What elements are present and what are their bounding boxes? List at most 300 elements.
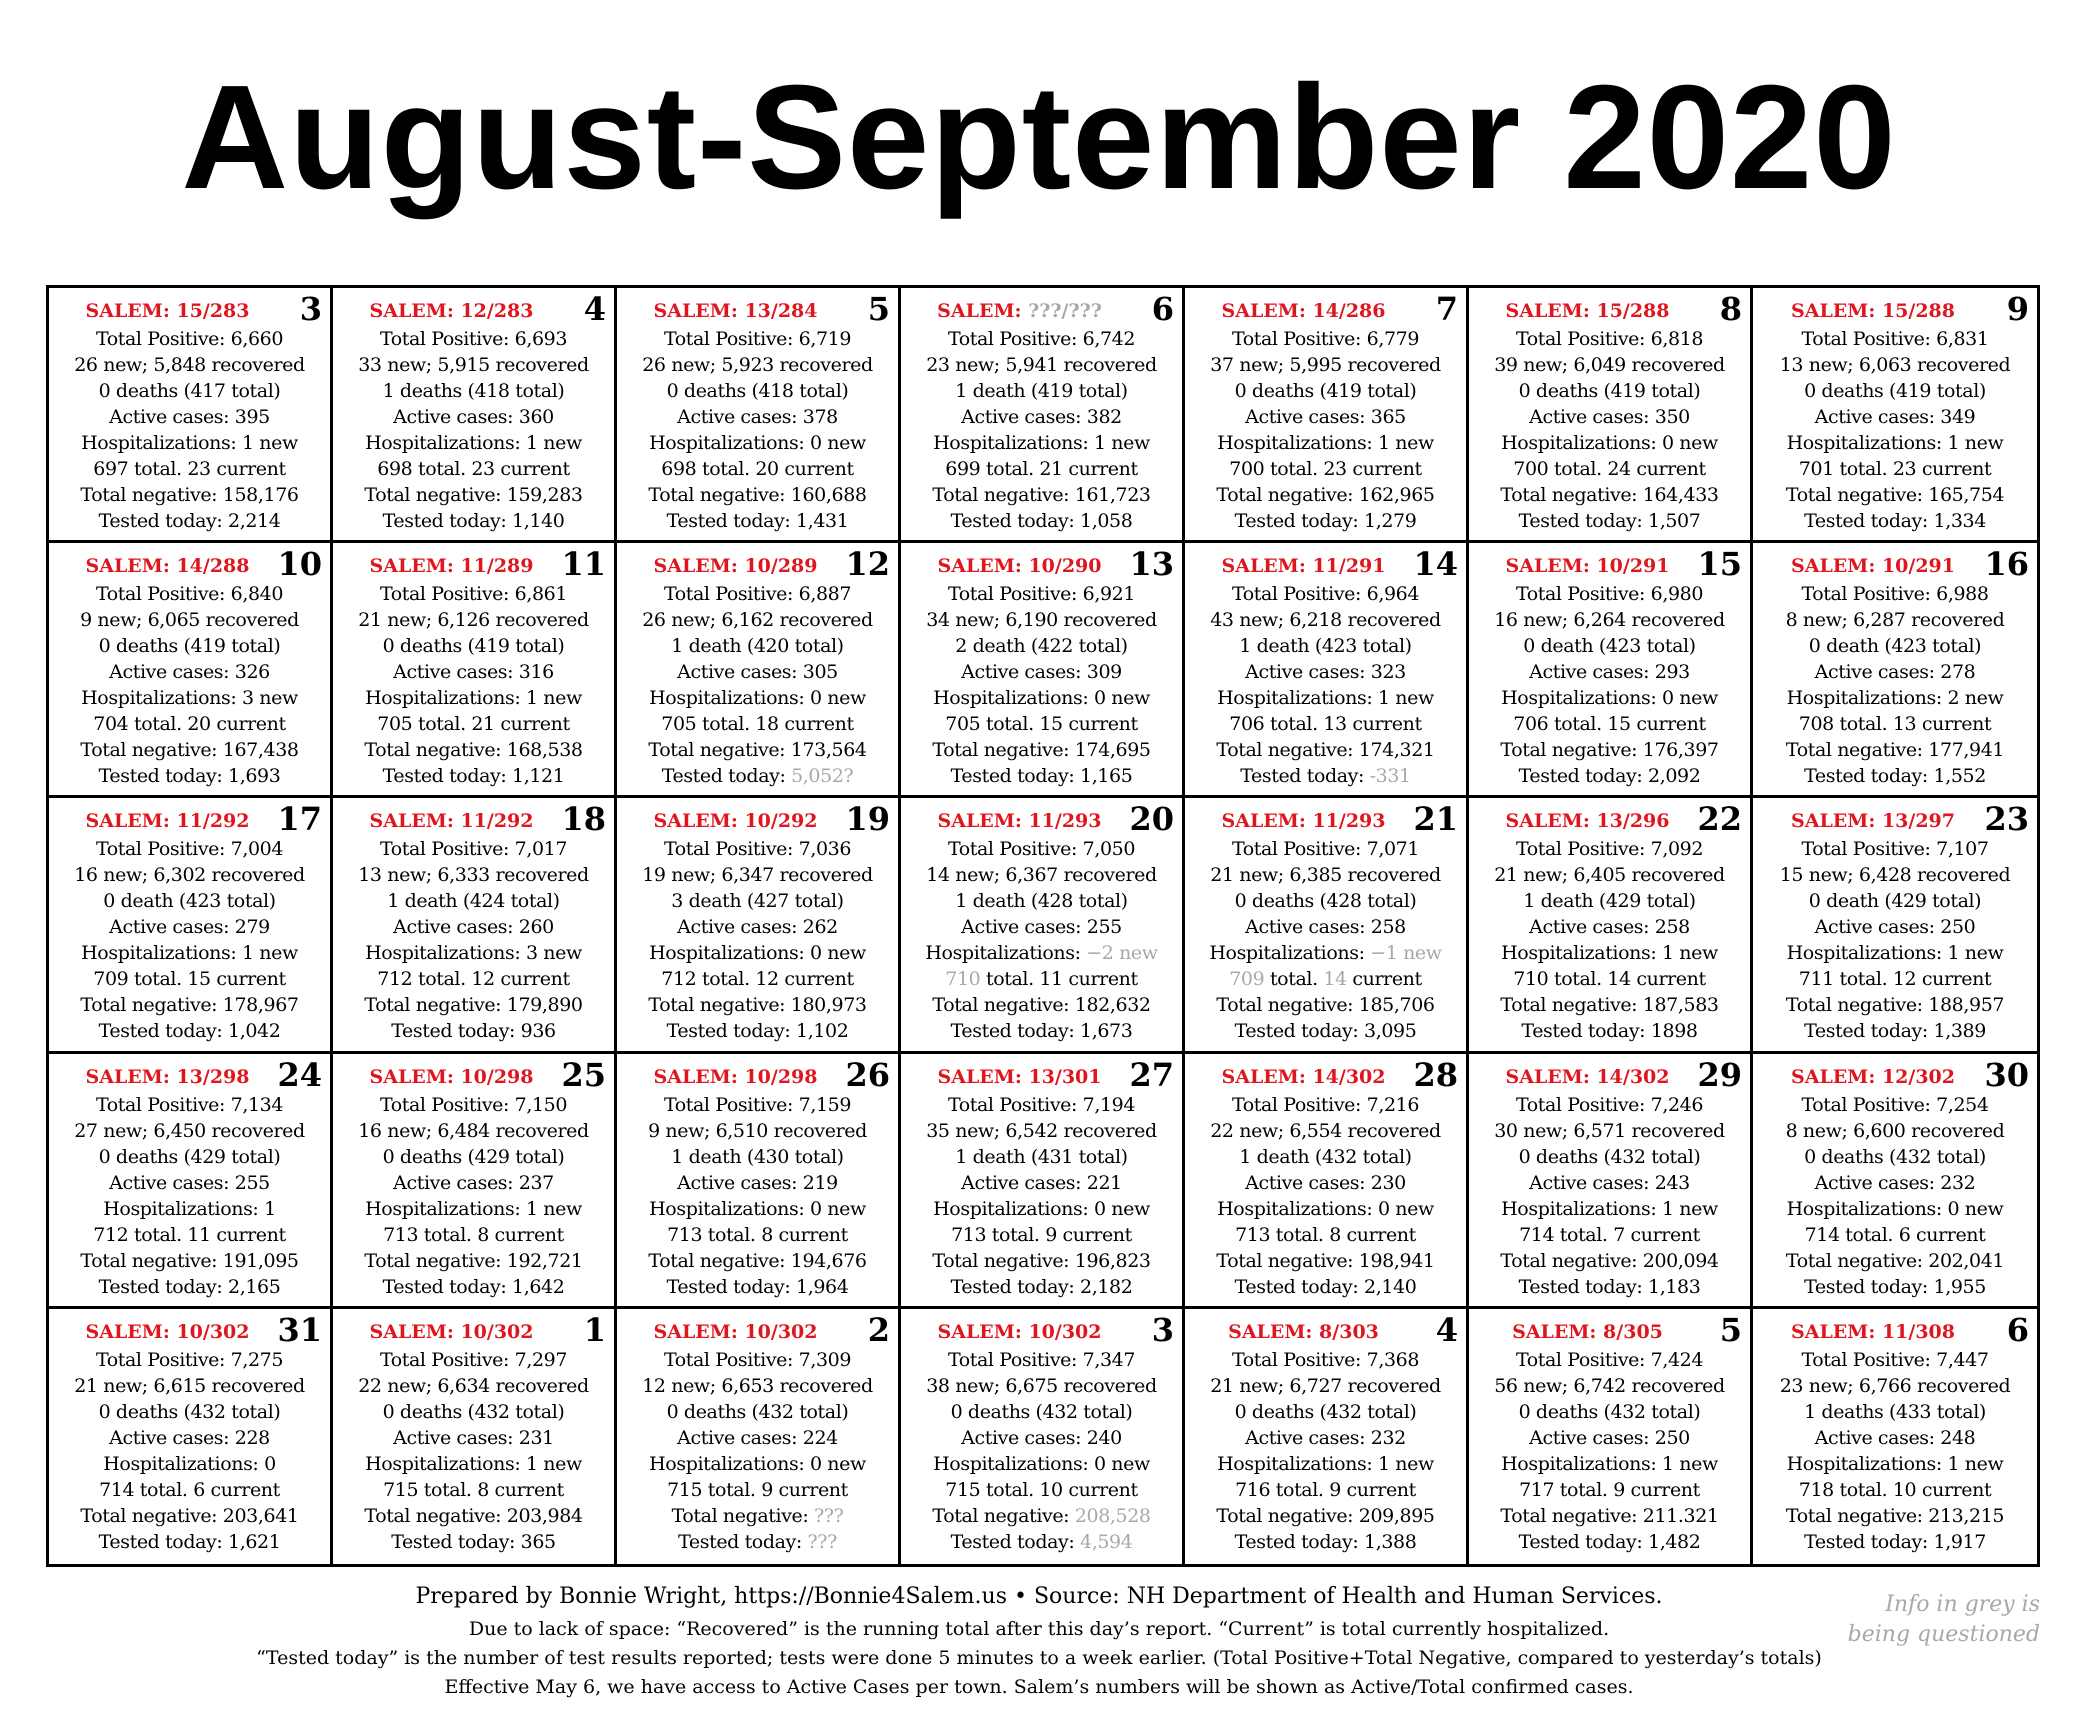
stat-line: Tested today: 1,334 bbox=[1804, 510, 1986, 532]
stat-line: Total Positive: 6,980 bbox=[1515, 583, 1704, 606]
stat-line: Total negative: 180,973 bbox=[648, 994, 867, 1017]
stat-line-tested bbox=[617, 1529, 898, 1555]
stat-line-negative bbox=[617, 1503, 898, 1529]
day-number: 12 bbox=[845, 545, 890, 584]
stat-line: Hospitalizations: 3 new bbox=[81, 687, 298, 710]
day-stats bbox=[1469, 1092, 1750, 1300]
stat-line: 718 total. 10 current bbox=[1798, 1478, 1992, 1501]
stat-line: Total Positive: 7,347 bbox=[947, 1348, 1136, 1371]
day-cell bbox=[333, 288, 617, 543]
stat-line: 708 total. 13 current bbox=[1798, 713, 1992, 736]
stat-line: Total negative: 191,095 bbox=[80, 1249, 299, 1272]
stat-line: Hospitalizations: 0 new bbox=[649, 1197, 866, 1220]
stat-line: 30 new; 6,571 recovered bbox=[1494, 1119, 1725, 1142]
salem-cases bbox=[1469, 555, 1706, 577]
stat-line: 698 total. 23 current bbox=[377, 458, 570, 480]
stat-line: Total Positive: 7,159 bbox=[663, 1093, 852, 1116]
day-cell bbox=[1185, 1054, 1469, 1309]
day-number: 6 bbox=[1151, 290, 1174, 328]
salem-cases bbox=[49, 1321, 286, 1343]
stat-line: Total negative: 158,176 bbox=[80, 484, 299, 506]
day-cell-header bbox=[1185, 1310, 1466, 1349]
salem-label: SALEM: 14/302 bbox=[1505, 1065, 1670, 1088]
stat-line: 13 new; 6,333 recovered bbox=[358, 864, 589, 887]
stat-line: Active cases: 232 bbox=[1245, 1426, 1406, 1449]
stat-line: Total negative: 168,538 bbox=[364, 739, 583, 762]
stat-line: 0 death (429 total) bbox=[1808, 890, 1982, 913]
day-stats bbox=[901, 1092, 1182, 1300]
stat-line: Total Positive: 7,275 bbox=[95, 1348, 284, 1371]
day-cell bbox=[617, 543, 901, 798]
day-cell-header bbox=[1753, 292, 2037, 326]
day-cell bbox=[1185, 798, 1469, 1053]
stat-line: Active cases: 382 bbox=[961, 406, 1122, 428]
salem-cases bbox=[49, 555, 286, 577]
stat-line: 1 death (431 total) bbox=[955, 1145, 1128, 1168]
stat-line: 700 total. 24 current bbox=[1513, 458, 1706, 480]
stat-line: 27 new; 6,450 recovered bbox=[74, 1119, 305, 1142]
day-cell bbox=[617, 1054, 901, 1309]
stat-line: Tested today: 1,165 bbox=[950, 765, 1133, 788]
salem-label: SALEM: 11/293 bbox=[937, 810, 1102, 833]
stat-line: Total Positive: 7,216 bbox=[1231, 1093, 1420, 1116]
stat-line: 715 total. 9 current bbox=[667, 1478, 848, 1501]
stat-line: 43 new; 6,218 recovered bbox=[1210, 609, 1441, 632]
stat-line: 19 new; 6,347 recovered bbox=[642, 864, 873, 887]
stat-line: Tested today: 1,507 bbox=[1518, 510, 1701, 532]
day-cell-header bbox=[617, 1310, 898, 1349]
stat-line: Active cases: 243 bbox=[1529, 1171, 1690, 1194]
salem-cases bbox=[617, 300, 854, 322]
day-number: 5 bbox=[1719, 1310, 1742, 1349]
day-stats bbox=[617, 836, 898, 1044]
stat-line: Total Positive: 7,368 bbox=[1231, 1348, 1420, 1371]
stat-line: Active cases: 279 bbox=[109, 916, 270, 939]
day-stats bbox=[333, 836, 614, 1044]
day-cell bbox=[901, 288, 1185, 543]
stat-line: 0 deaths (419 total) bbox=[382, 635, 565, 658]
stat-line: Hospitalizations: 0 new bbox=[649, 687, 866, 710]
day-cell bbox=[1753, 1309, 2037, 1564]
day-cell-header bbox=[333, 292, 614, 326]
stat-line: Hospitalizations: 1 new bbox=[365, 687, 582, 710]
salem-cases bbox=[1753, 810, 1993, 832]
salem-label: SALEM: 11/292 bbox=[369, 810, 534, 833]
stat-line: Hospitalizations: 1 new bbox=[1501, 1197, 1718, 1220]
stat-line: 26 new; 5,848 recovered bbox=[74, 354, 305, 376]
stat-line: Hospitalizations: 0 new bbox=[649, 432, 866, 454]
stat-line: 2 death (422 total) bbox=[955, 635, 1128, 658]
stat-line: Hospitalizations: 1 new bbox=[1217, 432, 1434, 454]
salem-label: SALEM: 10/302 bbox=[937, 1320, 1102, 1343]
day-cell bbox=[901, 1309, 1185, 1564]
stat-line: 37 new; 5,995 recovered bbox=[1210, 354, 1441, 376]
stat-line: Hospitalizations: 0 new bbox=[1217, 1197, 1434, 1220]
day-stats bbox=[49, 836, 330, 1044]
day-stats bbox=[1753, 1092, 2037, 1300]
day-number: 2 bbox=[867, 1310, 890, 1349]
salem-cases bbox=[333, 1321, 570, 1343]
stat-line: Total negative: 187,583 bbox=[1500, 994, 1719, 1017]
day-cell-header bbox=[333, 800, 614, 839]
stat-line: Active cases: 231 bbox=[393, 1426, 554, 1449]
stat-line: 14 new; 6,367 recovered bbox=[926, 864, 1157, 887]
stat-line: 23 new; 6,766 recovered bbox=[1779, 1374, 2011, 1397]
day-number: 10 bbox=[277, 545, 322, 584]
day-number: 26 bbox=[845, 1055, 890, 1094]
stat-line: Total negative: 164,433 bbox=[1500, 484, 1719, 506]
grey-info-note bbox=[1780, 1590, 2040, 1650]
day-number: 29 bbox=[1697, 1055, 1742, 1094]
stat-line: Active cases: 326 bbox=[109, 661, 270, 684]
salem-cases bbox=[1185, 555, 1422, 577]
day-cell-header bbox=[1469, 292, 1750, 326]
day-stats bbox=[901, 581, 1182, 789]
stat-line: 16 new; 6,484 recovered bbox=[358, 1119, 589, 1142]
stat-line: 712 total. 12 current bbox=[661, 968, 854, 991]
stat-line: Active cases: 360 bbox=[393, 406, 554, 428]
day-stats bbox=[1753, 836, 2037, 1044]
salem-cases bbox=[49, 1066, 286, 1088]
stat-line: Hospitalizations: 1 bbox=[103, 1197, 276, 1220]
stat-line: Active cases: 230 bbox=[1245, 1171, 1406, 1194]
day-number: 7 bbox=[1435, 290, 1458, 328]
day-number: 14 bbox=[1413, 545, 1458, 584]
stat-line: Hospitalizations: 1 new bbox=[1501, 942, 1718, 965]
day-cell-header bbox=[1469, 800, 1750, 839]
day-number: 24 bbox=[277, 1055, 322, 1094]
stat-line: 0 deaths (432 total) bbox=[1518, 1145, 1701, 1168]
stat-line: 21 new; 6,727 recovered bbox=[1210, 1374, 1441, 1397]
stat-line: Tested today: 1,183 bbox=[1518, 1275, 1701, 1298]
stat-line: 12 new; 6,653 recovered bbox=[642, 1374, 873, 1397]
salem-cases bbox=[1753, 1066, 1993, 1088]
salem-label: SALEM: 11/291 bbox=[1221, 555, 1386, 578]
stat-line: 712 total. 11 current bbox=[93, 1223, 286, 1246]
stat-line: Total negative: 174,321 bbox=[1216, 739, 1435, 762]
footer-note-tested: “Tested today” is the number of test results reported; tests were done 5 minutes to a week earlier. (Total Positive+Total Negative, compared to yesterday’s totals) bbox=[256, 1647, 1822, 1669]
tested-questioned-value: ??? bbox=[807, 1530, 837, 1553]
day-cell-header bbox=[1469, 1310, 1750, 1349]
day-cell bbox=[1753, 798, 2037, 1053]
salem-label: SALEM: 11/293 bbox=[1221, 810, 1386, 833]
stat-line: 709 total. 15 current bbox=[93, 968, 286, 991]
salem-cases bbox=[333, 1066, 570, 1088]
stat-line: Tested today: 2,214 bbox=[98, 510, 281, 532]
stat-line: Total negative: 161,723 bbox=[932, 484, 1151, 506]
stat-line: Total negative: 202,041 bbox=[1785, 1249, 2005, 1272]
day-cell-header bbox=[1753, 800, 2037, 839]
stat-line: Tested today: 1,121 bbox=[382, 765, 565, 788]
salem-label: SALEM: 12/283 bbox=[369, 300, 534, 322]
stat-line: Hospitalizations: 0 new bbox=[649, 942, 866, 965]
stat-line: 705 total. 15 current bbox=[945, 713, 1138, 736]
salem-label: SALEM: 11/289 bbox=[369, 555, 534, 578]
tested-label: Tested today: bbox=[661, 765, 792, 788]
day-number: 18 bbox=[561, 800, 606, 839]
salem-cases bbox=[1753, 300, 1993, 322]
day-cell-header bbox=[333, 1055, 614, 1094]
salem-cases bbox=[1469, 810, 1706, 832]
day-cell bbox=[1469, 543, 1753, 798]
day-cell bbox=[333, 1054, 617, 1309]
stat-line-tested bbox=[901, 1529, 1182, 1555]
stat-line: Total negative: 167,438 bbox=[80, 739, 299, 762]
stat-line: Total Positive: 7,017 bbox=[379, 838, 568, 861]
stat-line: 713 total. 8 current bbox=[1235, 1223, 1416, 1246]
stat-line: 697 total. 23 current bbox=[93, 458, 286, 480]
salem-cases bbox=[617, 1321, 854, 1343]
stat-line: Total negative: 203,984 bbox=[364, 1504, 583, 1527]
stat-line: Tested today: 1,693 bbox=[98, 765, 281, 788]
day-cell-header bbox=[1753, 1310, 2037, 1349]
stat-line: Tested today: 1898 bbox=[1521, 1020, 1698, 1043]
stat-line: 9 new; 6,510 recovered bbox=[648, 1119, 867, 1142]
stat-line: 8 new; 6,287 recovered bbox=[1785, 609, 2005, 632]
stat-line: Total Positive: 7,071 bbox=[1231, 838, 1420, 861]
salem-label: SALEM: 10/298 bbox=[369, 1065, 534, 1088]
salem-cases bbox=[1469, 300, 1706, 322]
stat-line: Total Positive: 7,150 bbox=[379, 1093, 568, 1116]
stat-line: 21 new; 6,405 recovered bbox=[1494, 864, 1725, 887]
day-cell-header bbox=[617, 1055, 898, 1094]
salem-label: SALEM: 11/292 bbox=[85, 810, 250, 833]
day-number: 3 bbox=[299, 290, 322, 328]
day-cell bbox=[49, 798, 333, 1053]
day-stats bbox=[1469, 836, 1750, 1044]
stat-line: 38 new; 6,675 recovered bbox=[926, 1374, 1157, 1397]
salem-label: SALEM: 15/288 bbox=[1505, 300, 1670, 322]
stat-line: 0 deaths (432 total) bbox=[1234, 1400, 1417, 1423]
stat-line-hospitalizations bbox=[901, 940, 1182, 966]
stat-line-hosp-total bbox=[901, 966, 1182, 992]
stat-line: Total Positive: 7,297 bbox=[379, 1348, 568, 1371]
day-cell bbox=[1753, 1054, 2037, 1309]
salem-label: SALEM: 11/308 bbox=[1790, 1320, 1955, 1343]
stat-line: Hospitalizations: 1 new bbox=[1786, 1452, 2004, 1475]
day-cell bbox=[1469, 288, 1753, 543]
stat-line: Active cases: 221 bbox=[961, 1171, 1122, 1194]
stat-line: Total Positive: 6,818 bbox=[1515, 328, 1704, 350]
stat-line: 705 total. 18 current bbox=[661, 713, 854, 736]
stat-line: Active cases: 240 bbox=[961, 1426, 1122, 1449]
stat-line: Tested today: 936 bbox=[391, 1020, 556, 1043]
day-number: 15 bbox=[1697, 545, 1742, 584]
stat-line: 13 new; 6,063 recovered bbox=[1779, 354, 2011, 376]
grey-note-line-2: being questioned bbox=[1847, 1622, 2040, 1647]
stat-line: Total Positive: 7,050 bbox=[947, 838, 1136, 861]
stat-line: 1 death (424 total) bbox=[387, 890, 560, 913]
day-cell bbox=[49, 543, 333, 798]
stat-line: Hospitalizations: 0 new bbox=[933, 1452, 1150, 1475]
stat-line: 713 total. 9 current bbox=[951, 1223, 1132, 1246]
stat-line: Total Positive: 6,831 bbox=[1801, 328, 1989, 350]
day-cell bbox=[1469, 798, 1753, 1053]
tested-questioned-value: 4,594 bbox=[1080, 1530, 1133, 1553]
day-stats bbox=[617, 1092, 898, 1300]
stat-line: Tested today: 1,917 bbox=[1804, 1530, 1986, 1553]
negative-label: Total negative: bbox=[671, 1504, 815, 1527]
stat-line: 0 death (423 total) bbox=[1808, 635, 1982, 658]
stat-line: Total Positive: 6,719 bbox=[663, 328, 852, 350]
tested-questioned-value: 5,052? bbox=[791, 765, 854, 788]
stat-line: Total negative: 203,641 bbox=[80, 1504, 299, 1527]
stat-line: Active cases: 250 bbox=[1529, 1426, 1690, 1449]
salem-cases bbox=[1185, 810, 1422, 832]
day-cell-header bbox=[333, 1310, 614, 1349]
stat-line: 711 total. 12 current bbox=[1798, 968, 1992, 991]
day-stats bbox=[1469, 326, 1750, 534]
day-cell-header bbox=[333, 545, 614, 584]
day-stats bbox=[617, 1347, 898, 1555]
stat-line: Total negative: 165,754 bbox=[1785, 484, 2005, 506]
salem-cases bbox=[1469, 1321, 1706, 1343]
stat-line: Total Positive: 6,964 bbox=[1231, 583, 1420, 606]
stat-line: Total Positive: 7,004 bbox=[95, 838, 284, 861]
hosp-total-rest: total. 11 current bbox=[980, 968, 1138, 991]
day-cell bbox=[1185, 543, 1469, 798]
stat-line: 1 death (429 total) bbox=[1523, 890, 1696, 913]
day-cell bbox=[901, 1054, 1185, 1309]
stat-line: Total Positive: 6,887 bbox=[663, 583, 852, 606]
stat-line: Active cases: 323 bbox=[1245, 661, 1406, 684]
day-stats bbox=[1753, 581, 2037, 789]
day-stats bbox=[1753, 1347, 2037, 1555]
stat-line: 713 total. 8 current bbox=[667, 1223, 848, 1246]
stat-line: Hospitalizations: 0 new bbox=[933, 687, 1150, 710]
salem-questioned-value: ???/??? bbox=[1028, 300, 1102, 322]
stat-line-negative bbox=[901, 1503, 1182, 1529]
stat-line: Active cases: 258 bbox=[1529, 916, 1690, 939]
stat-line: Tested today: 1,482 bbox=[1518, 1530, 1701, 1553]
salem-cases bbox=[1185, 1321, 1422, 1343]
day-cell bbox=[1753, 543, 2037, 798]
stat-line: Tested today: 1,673 bbox=[950, 1020, 1133, 1043]
stat-line: Tested today: 1,140 bbox=[382, 510, 565, 532]
hosp-current-questioned: 14 bbox=[1323, 968, 1347, 991]
day-stats bbox=[333, 581, 614, 789]
stat-line: Hospitalizations: 1 new bbox=[1501, 1452, 1718, 1475]
calendar-grid bbox=[46, 285, 2040, 1567]
stat-line: 0 deaths (419 total) bbox=[98, 635, 281, 658]
negative-questioned-value: ??? bbox=[814, 1504, 844, 1527]
stat-line: Tested today: 365 bbox=[391, 1530, 556, 1553]
stat-line: Active cases: 255 bbox=[109, 1171, 270, 1194]
day-number: 1 bbox=[583, 1310, 606, 1349]
hosp-label: Hospitalizations: bbox=[1209, 942, 1371, 965]
salem-cases bbox=[901, 810, 1138, 832]
stat-line: Hospitalizations: 1 new bbox=[365, 432, 582, 454]
stat-line-tested bbox=[1185, 763, 1466, 789]
day-cell bbox=[333, 543, 617, 798]
stat-line: 34 new; 6,190 recovered bbox=[926, 609, 1157, 632]
stat-line: Total Positive: 6,921 bbox=[947, 583, 1136, 606]
salem-label: SALEM: 8/303 bbox=[1228, 1320, 1379, 1343]
day-cell-header bbox=[1469, 1055, 1750, 1094]
stat-line: Hospitalizations: 0 new bbox=[1786, 1197, 2004, 1220]
salem-cases bbox=[617, 810, 854, 832]
stat-line: Total Positive: 6,693 bbox=[379, 328, 568, 350]
stat-line: 714 total. 7 current bbox=[1519, 1223, 1700, 1246]
day-cell-header bbox=[901, 800, 1182, 839]
day-cell-header bbox=[1185, 1055, 1466, 1094]
stat-line: Total Positive: 6,779 bbox=[1231, 328, 1420, 350]
stat-line: Total Positive: 7,036 bbox=[663, 838, 852, 861]
salem-label: SALEM: 12/302 bbox=[1790, 1065, 1955, 1088]
stat-line: 0 deaths (418 total) bbox=[666, 380, 849, 402]
stat-line: Tested today: 1,042 bbox=[98, 1020, 281, 1043]
stat-line: Active cases: 395 bbox=[109, 406, 270, 428]
stat-line: 717 total. 9 current bbox=[1519, 1478, 1700, 1501]
page-title: August-September 2020 bbox=[181, 55, 1897, 220]
negative-label: Total negative: bbox=[932, 1504, 1075, 1527]
day-cell bbox=[901, 543, 1185, 798]
stat-line: Active cases: 278 bbox=[1814, 661, 1976, 684]
stat-line: 706 total. 15 current bbox=[1513, 713, 1706, 736]
day-cell-header bbox=[1469, 545, 1750, 584]
day-number: 21 bbox=[1413, 800, 1458, 839]
stat-line: Hospitalizations: 1 new bbox=[1217, 1452, 1434, 1475]
stat-line: 0 deaths (428 total) bbox=[1234, 890, 1417, 913]
day-stats bbox=[1185, 1347, 1466, 1555]
salem-cases bbox=[617, 1066, 854, 1088]
day-cell bbox=[617, 798, 901, 1053]
salem-label: SALEM: 10/302 bbox=[369, 1320, 534, 1343]
stat-line: Tested today: 1,279 bbox=[1234, 510, 1417, 532]
stat-line: 16 new; 6,264 recovered bbox=[1494, 609, 1725, 632]
day-number: 30 bbox=[1984, 1055, 2029, 1094]
stat-line: 698 total. 20 current bbox=[661, 458, 854, 480]
day-cell-header bbox=[49, 800, 330, 839]
stat-line: 0 deaths (419 total) bbox=[1804, 380, 1986, 402]
stat-line: Total negative: 160,688 bbox=[648, 484, 867, 506]
day-stats bbox=[1469, 1347, 1750, 1555]
stat-line: 0 deaths (432 total) bbox=[98, 1400, 281, 1423]
day-stats bbox=[1469, 581, 1750, 789]
stat-line: Tested today: 2,092 bbox=[1518, 765, 1701, 788]
stat-line: Hospitalizations: 1 new bbox=[365, 1197, 582, 1220]
stat-line: Total negative: 194,676 bbox=[648, 1249, 867, 1272]
salem-cases bbox=[1469, 1066, 1706, 1088]
stat-line: Total Positive: 7,424 bbox=[1515, 1348, 1704, 1371]
salem-cases bbox=[617, 555, 854, 577]
stat-line: Tested today: 1,621 bbox=[98, 1530, 281, 1553]
tested-label: Tested today: bbox=[1240, 765, 1370, 788]
stat-line: Hospitalizations: 1 new bbox=[81, 432, 298, 454]
grey-note-line-1: Info in grey is bbox=[1885, 1592, 2040, 1617]
salem-cases bbox=[901, 300, 1138, 322]
day-cell-header bbox=[49, 1310, 330, 1349]
day-number: 28 bbox=[1413, 1055, 1458, 1094]
stat-line: Hospitalizations: 0 new bbox=[649, 1452, 866, 1475]
stat-line: Total negative: 188,957 bbox=[1785, 994, 2005, 1017]
hosp-current-rest: current bbox=[1346, 968, 1422, 991]
stat-line: Total negative: 174,695 bbox=[932, 739, 1151, 762]
day-cell-header bbox=[49, 1055, 330, 1094]
day-stats bbox=[1185, 836, 1466, 1044]
stat-line: Tested today: 1,955 bbox=[1804, 1275, 1986, 1298]
stat-line: 22 new; 6,554 recovered bbox=[1210, 1119, 1441, 1142]
day-number: 5 bbox=[867, 290, 890, 328]
stat-line: 714 total. 6 current bbox=[1804, 1223, 1986, 1246]
hosp-total-questioned: 709 bbox=[1229, 968, 1265, 991]
stat-line: 15 new; 6,428 recovered bbox=[1779, 864, 2011, 887]
stat-line: 21 new; 6,385 recovered bbox=[1210, 864, 1441, 887]
stat-line: Tested today: 2,165 bbox=[98, 1275, 281, 1298]
stat-line: Active cases: 250 bbox=[1814, 916, 1976, 939]
stat-line: Tested today: 1,058 bbox=[950, 510, 1133, 532]
day-cell bbox=[49, 1054, 333, 1309]
